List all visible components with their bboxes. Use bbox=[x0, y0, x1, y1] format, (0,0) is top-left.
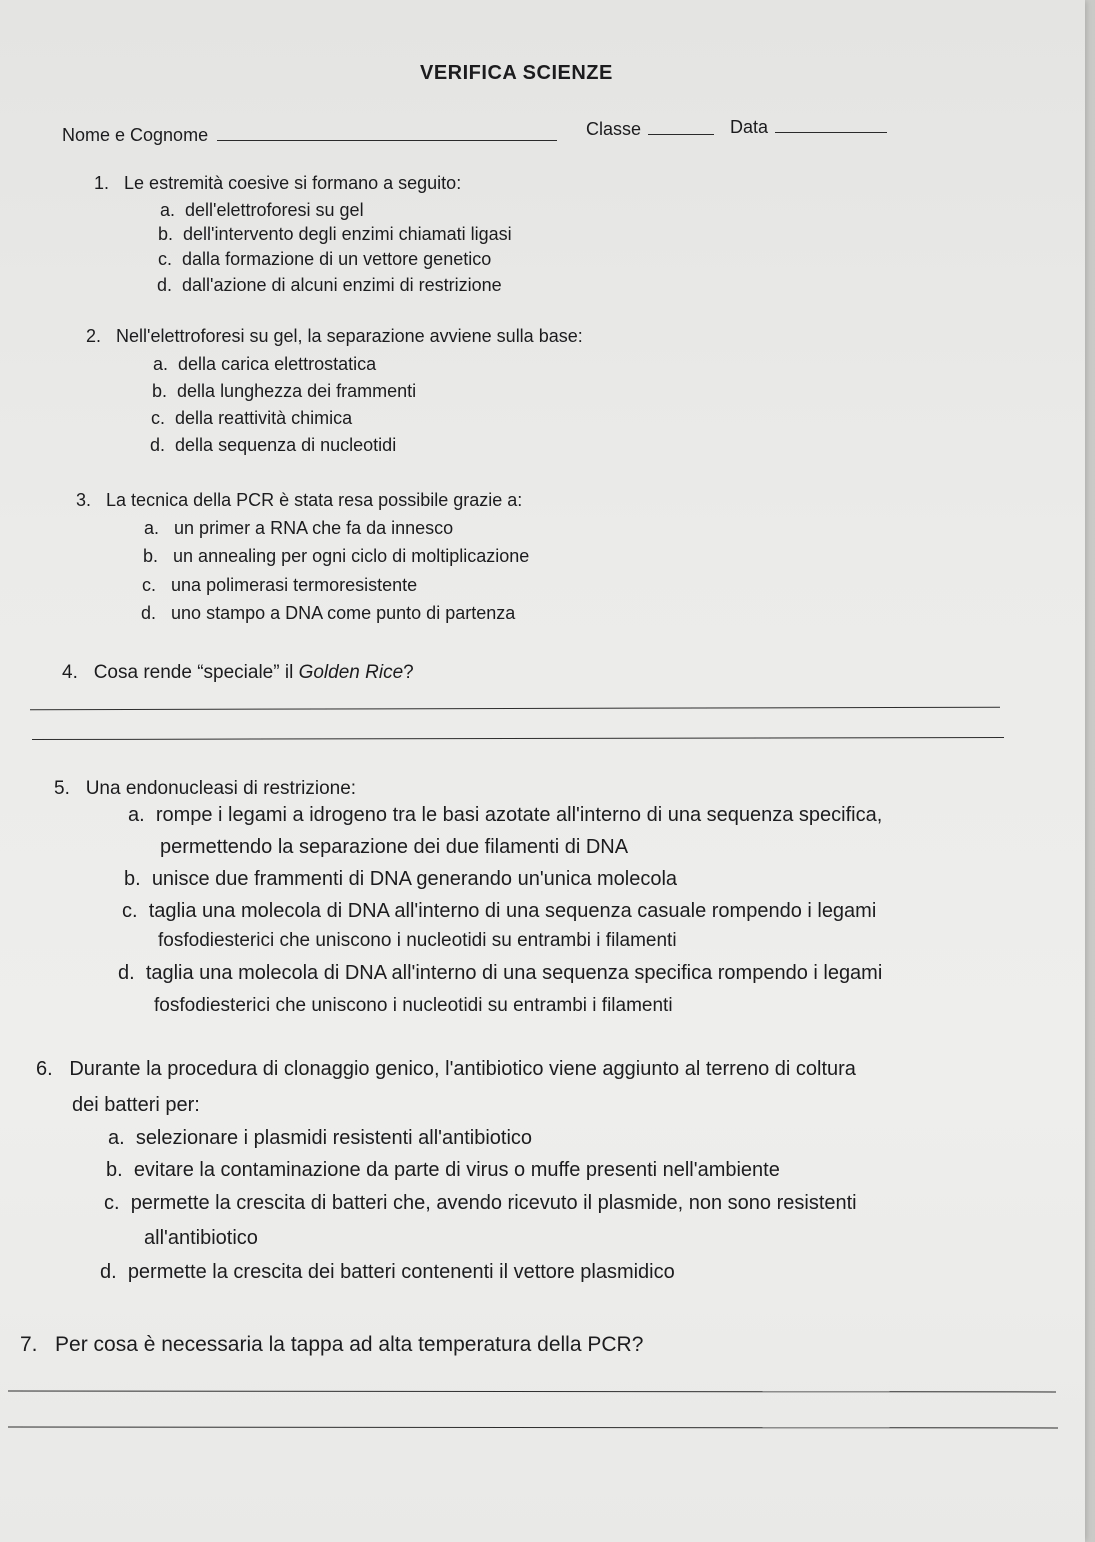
option-text: della reattività chimica bbox=[175, 408, 353, 428]
option-text: taglia una molecola di DNA all'interno di una sequenza casuale rompendo i legami bbox=[148, 900, 877, 922]
q5-option-a-cont: permettendo la separazione dei due filamenti di DNA bbox=[160, 836, 629, 858]
option-letter: b. bbox=[152, 381, 168, 401]
q6-option-a[interactable] bbox=[108, 1127, 532, 1150]
question-text: La tecnica della PCR è stata resa possibile grazie a: bbox=[106, 490, 523, 510]
name-label: Nome e Cognome bbox=[62, 125, 209, 145]
q2-option-b[interactable] bbox=[152, 381, 416, 402]
question-3 bbox=[76, 490, 522, 511]
q1-option-c[interactable] bbox=[158, 249, 491, 270]
q5-option-c[interactable] bbox=[122, 900, 876, 923]
option-text: unisce due frammenti di DNA generando un'unica molecola bbox=[151, 868, 678, 890]
q1-option-a[interactable] bbox=[160, 200, 364, 221]
page-title: VERIFICA SCIENZE bbox=[420, 62, 613, 84]
q3-option-d[interactable] bbox=[141, 603, 515, 624]
option-letter: b. bbox=[106, 1159, 123, 1181]
question-number: 2. bbox=[86, 326, 102, 346]
q6-option-c-cont: all'antibiotico bbox=[144, 1227, 258, 1249]
date-label: Data bbox=[730, 117, 769, 137]
q6-option-b[interactable] bbox=[106, 1159, 780, 1182]
q3-option-c[interactable] bbox=[142, 575, 417, 596]
option-letter: c. bbox=[104, 1192, 120, 1214]
option-letter: a. bbox=[144, 518, 160, 538]
question-6-cont: dei batteri per: bbox=[72, 1094, 200, 1116]
name-blank[interactable] bbox=[217, 122, 557, 141]
q2-option-d[interactable] bbox=[150, 435, 396, 456]
date-blank[interactable] bbox=[775, 114, 887, 133]
question-number: 6. bbox=[36, 1058, 53, 1080]
question-2 bbox=[86, 326, 583, 347]
option-text: rompe i legami a idrogeno tra le basi azotate all'interno di una sequenza specifica, bbox=[155, 804, 883, 826]
question-number: 3. bbox=[76, 490, 92, 510]
option-letter: d. bbox=[157, 275, 173, 295]
question-text: Nell'elettroforesi su gel, la separazione avviene sulla base: bbox=[116, 326, 583, 346]
option-text: dall'azione di alcuni enzimi di restrizione bbox=[182, 275, 502, 295]
option-text: dalla formazione di un vettore genetico bbox=[182, 249, 492, 269]
option-text: un primer a RNA che fa da innesco bbox=[174, 518, 454, 538]
question-5 bbox=[54, 778, 356, 800]
question-text: Le estremità coesive si formano a seguito: bbox=[124, 173, 462, 193]
q5-option-d[interactable] bbox=[118, 962, 882, 985]
option-letter: c. bbox=[158, 249, 173, 269]
option-letter: d. bbox=[141, 603, 157, 623]
question-text: Durante la procedura di clonaggio genico, l'antibiotico viene aggiunto al terreno di coltura bbox=[69, 1058, 856, 1080]
question-7 bbox=[20, 1333, 643, 1357]
class-label: Classe bbox=[586, 119, 642, 139]
q1-option-b[interactable] bbox=[158, 224, 512, 245]
question-number: 7. bbox=[20, 1333, 38, 1356]
q6-option-d[interactable] bbox=[100, 1261, 675, 1284]
question-text: Per cosa è necessaria la tappa ad alta temperatura della PCR? bbox=[55, 1333, 644, 1356]
option-letter: a. bbox=[128, 804, 145, 826]
q1-option-d[interactable] bbox=[157, 275, 502, 296]
answer-line-4b[interactable] bbox=[32, 737, 1004, 740]
option-text: della sequenza di nucleotidi bbox=[175, 435, 397, 455]
question-number: 4. bbox=[62, 662, 78, 683]
answer-line-4a[interactable] bbox=[30, 707, 1000, 711]
option-letter: d. bbox=[100, 1261, 117, 1283]
class-field bbox=[586, 116, 714, 140]
option-text: della lunghezza dei frammenti bbox=[177, 381, 417, 401]
option-text: selezionare i plasmidi resistenti all'antibiotico bbox=[135, 1127, 533, 1149]
name-field bbox=[62, 122, 557, 146]
q5-option-a[interactable] bbox=[128, 804, 882, 827]
option-text: della carica elettrostatica bbox=[178, 354, 377, 374]
option-letter: a. bbox=[153, 354, 169, 374]
option-text: permette la crescita di batteri che, avendo ricevuto il plasmide, non sono resistenti bbox=[130, 1192, 857, 1214]
option-text: uno stampo a DNA come punto di partenza bbox=[171, 603, 516, 623]
q5-option-c-cont: fosfodiesterici che uniscono i nucleotidi su entrambi i filamenti bbox=[158, 930, 677, 951]
option-letter: c. bbox=[142, 575, 157, 595]
option-text: dell'elettroforesi su gel bbox=[185, 200, 364, 220]
option-text: taglia una molecola di DNA all'interno di una sequenza specifica rompendo i legami bbox=[145, 962, 883, 984]
option-letter: d. bbox=[150, 435, 166, 455]
question-text-italic: Golden Rice bbox=[298, 662, 404, 683]
option-letter: d. bbox=[118, 962, 135, 984]
question-number: 5. bbox=[54, 778, 70, 799]
question-text-end: ? bbox=[403, 662, 414, 683]
question-6 bbox=[36, 1058, 856, 1081]
option-letter: b. bbox=[124, 868, 141, 890]
option-letter: a. bbox=[160, 200, 176, 220]
question-text: Cosa rende “speciale” il bbox=[93, 662, 299, 683]
option-letter: b. bbox=[158, 224, 174, 244]
q5-option-b[interactable] bbox=[124, 868, 677, 891]
q3-option-a[interactable] bbox=[144, 518, 453, 539]
q2-option-a[interactable] bbox=[153, 354, 376, 375]
q3-option-b[interactable] bbox=[143, 546, 529, 567]
q6-option-c[interactable] bbox=[104, 1192, 857, 1215]
option-text: un annealing per ogni ciclo di moltiplicazione bbox=[173, 546, 530, 566]
q2-option-c[interactable] bbox=[151, 408, 352, 429]
option-letter: b. bbox=[143, 546, 159, 566]
date-field bbox=[730, 114, 887, 138]
question-4 bbox=[62, 662, 414, 684]
option-text: una polimerasi termoresistente bbox=[171, 575, 418, 595]
option-letter: a. bbox=[108, 1127, 125, 1149]
question-text: Una endonucleasi di restrizione: bbox=[85, 778, 357, 799]
option-letter: c. bbox=[151, 408, 166, 428]
option-text: evitare la contaminazione da parte di virus o muffe presenti nell'ambiente bbox=[133, 1159, 780, 1181]
option-letter: c. bbox=[122, 900, 138, 922]
option-text: dell'intervento degli enzimi chiamati ligasi bbox=[183, 224, 512, 244]
q5-option-d-cont: fosfodiesterici che uniscono i nucleotidi su entrambi i filamenti bbox=[154, 995, 673, 1016]
question-1 bbox=[94, 173, 461, 194]
option-text: permette la crescita dei batteri contenenti il vettore plasmidico bbox=[127, 1261, 675, 1283]
question-number: 1. bbox=[94, 173, 110, 193]
class-blank[interactable] bbox=[648, 116, 714, 135]
answer-line-7b[interactable] bbox=[8, 1427, 1058, 1429]
answer-line-7a[interactable] bbox=[8, 1391, 1056, 1393]
